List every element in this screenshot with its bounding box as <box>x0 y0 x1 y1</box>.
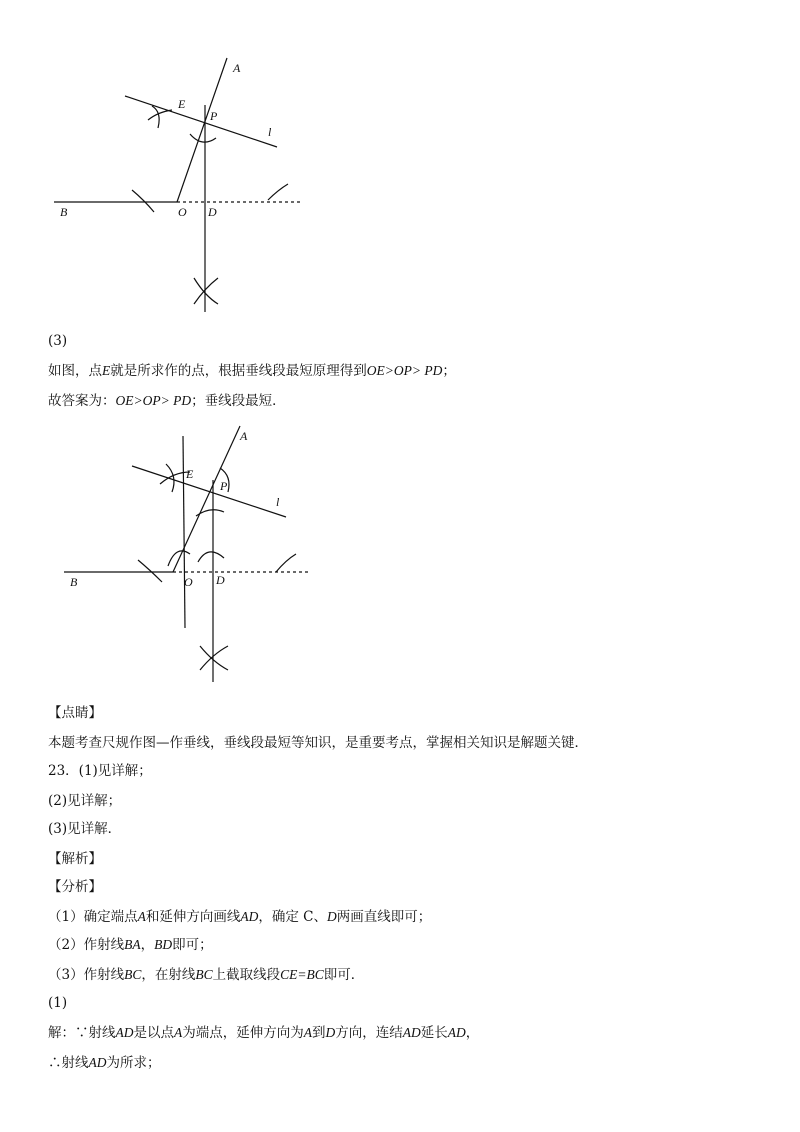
label-P: P <box>210 109 218 123</box>
arc-right <box>276 554 296 572</box>
arc-left <box>138 560 162 582</box>
line-l <box>132 466 286 517</box>
section-heading-dianjing: 【点睛】 <box>48 705 102 721</box>
geometry-figure-2 <box>50 420 320 690</box>
section-heading-jiexi: 【解析】 <box>48 851 102 867</box>
label-O: O <box>184 575 193 589</box>
arc-e2 <box>148 110 172 120</box>
analysis-2: （2）作射线BA，BD即可； <box>48 937 213 953</box>
label-B: B <box>70 575 78 589</box>
section-heading-fenxi: 【分析】 <box>48 879 102 895</box>
part-3-label: (3) <box>48 333 68 349</box>
arc-p2 <box>196 510 224 516</box>
arc-bottom-1 <box>200 646 228 670</box>
question-23-header: 23．(1)见详解； <box>48 763 152 779</box>
arc-bottom-2 <box>200 646 228 670</box>
label-A: A <box>240 429 248 443</box>
label-A: A <box>233 61 241 75</box>
label-l: l <box>268 125 272 139</box>
arc-p <box>190 134 216 142</box>
answer-line: 故答案为：OE>OP> PD；垂线段最短． <box>48 393 286 409</box>
label-l: l <box>276 495 280 509</box>
geometry-figure-1 <box>40 50 320 320</box>
label-D: D <box>208 205 217 219</box>
arc-o2 <box>198 552 224 562</box>
answer-2: (2)见详解； <box>48 793 122 809</box>
arc-left <box>132 190 154 212</box>
analysis-1: （1）确定端点A和延伸方向画线AD，确定 C、D两画直线即可； <box>48 909 432 925</box>
line-OA <box>177 58 227 202</box>
arc-right <box>268 184 288 200</box>
label-O: O <box>178 205 187 219</box>
arc-bottom-1 <box>194 278 218 304</box>
perpendicular-OE <box>183 436 185 628</box>
paragraph-line: 本题考查尺规作图—作垂线，垂线段最短等知识，是重要考点，掌握相关知识是解题关键． <box>48 735 588 751</box>
arc-bottom-2 <box>194 278 218 304</box>
label-E: E <box>186 467 194 481</box>
analysis-3: （3）作射线BC，在射线BC上截取线段CE=BC即可． <box>48 967 365 983</box>
answer-3: (3)见详解． <box>48 821 122 837</box>
solution-line: 解：∵射线AD是以点A为端点，延伸方向为A到D方向，连结AD延长AD， <box>48 1025 480 1041</box>
paragraph-line: 如图，点E就是所求作的点，根据垂线段最短原理得到OE>OP> PD； <box>48 363 456 379</box>
line-l <box>125 96 277 147</box>
conclusion-line: ∴射线AD为所求； <box>48 1055 161 1071</box>
label-D: D <box>216 573 225 587</box>
label-B: B <box>60 205 68 219</box>
label-E: E <box>178 97 186 111</box>
label-P: P <box>220 479 228 493</box>
part-1-label: (1) <box>48 995 68 1011</box>
